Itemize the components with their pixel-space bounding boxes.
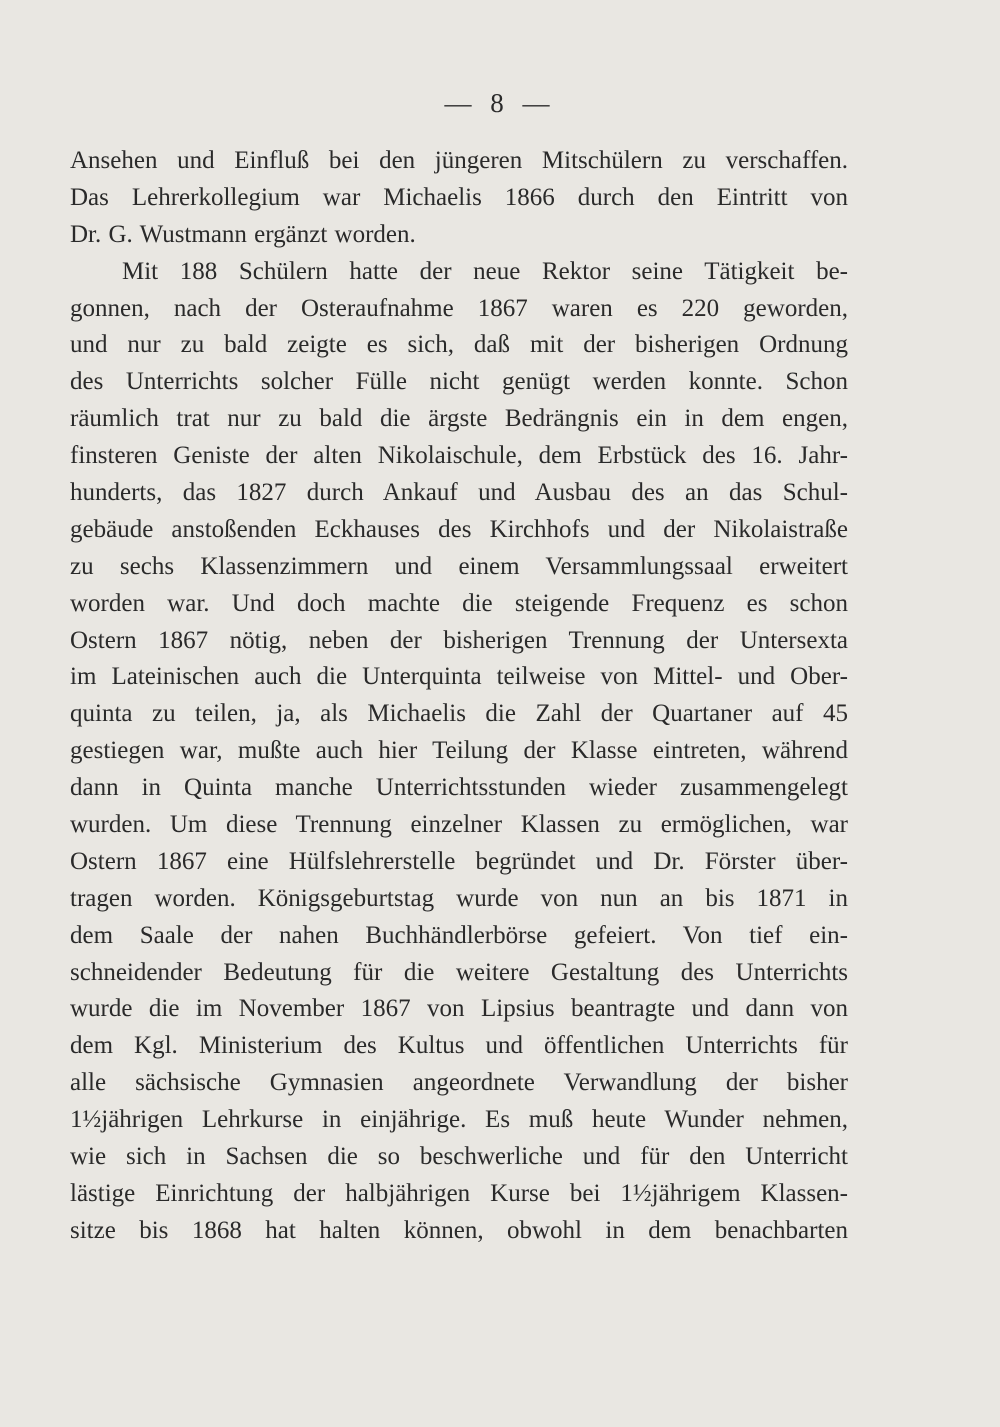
text-line: lästige Einrichtung der halbjährigen Kurse bei 1½jährigem Klassen- bbox=[70, 1179, 848, 1207]
text-line: dem Saale der nahen Buchhändlerbörse gefeiert. Von tief ein- bbox=[70, 921, 848, 949]
text-line: worden war. Und doch machte die steigende Frequenz es schon bbox=[70, 589, 848, 617]
text-line: wurden. Um diese Trennung einzelner Klassen zu ermöglichen, war bbox=[70, 811, 848, 839]
text-line: wurde die im November 1867 von Lipsius beantragte und dann von bbox=[70, 995, 848, 1023]
text-line: räumlich trat nur zu bald die ärgste Bedrängnis ein in dem engen, bbox=[70, 405, 848, 433]
text-line: Mit 188 Schülern hatte der neue Rektor seine Tätigkeit be- bbox=[122, 257, 848, 285]
page-number: — 8 — bbox=[444, 88, 556, 118]
text-line: im Lateinischen auch die Unterquinta teilweise von Mittel- und Ober- bbox=[70, 663, 848, 691]
text-line: und nur zu bald zeigte es sich, daß mit der bisherigen Ordnung bbox=[70, 331, 848, 359]
text-line: sitze bis 1868 hat halten können, obwohl in dem benachbarten bbox=[70, 1216, 848, 1244]
text-line: dem Kgl. Ministerium des Kultus und öffentlichen Unterrichts für bbox=[70, 1032, 848, 1060]
text-line: Dr. G. Wustmann ergänzt worden. bbox=[70, 220, 416, 248]
text-line: 1½jährigen Lehrkurse in einjährige. Es muß heute Wunder nehmen, bbox=[70, 1106, 848, 1134]
text-line: dann in Quinta manche Unterrichtsstunden wieder zusammengelegt bbox=[70, 774, 848, 802]
body-text bbox=[70, 143, 848, 1250]
text-line: Ansehen und Einfluß bei den jüngeren Mitschülern zu verschaffen. bbox=[70, 147, 848, 174]
text-line: Ostern 1867 eine Hülfslehrerstelle begründet und Dr. Förster über- bbox=[70, 847, 848, 875]
text-line: zu sechs Klassenzimmern und einem Versammlungssaal erweitert bbox=[70, 552, 848, 580]
text-line: Ostern 1867 nötig, neben der bisherigen Trennung der Untersexta bbox=[70, 626, 848, 654]
text-line: schneidender Bedeutung für die weitere Gestaltung des Unterrichts bbox=[70, 958, 848, 986]
text-line: des Unterrichts solcher Fülle nicht genügt werden konnte. Schon bbox=[70, 368, 848, 396]
text-line: gestiegen war, mußte auch hier Teilung der Klasse eintreten, während bbox=[70, 737, 848, 765]
text-line: quinta zu teilen, ja, als Michaelis die Zahl der Quartaner auf 45 bbox=[70, 700, 848, 728]
text-line: Das Lehrerkollegium war Michaelis 1866 durch den Eintritt von bbox=[70, 183, 848, 211]
text-line: gonnen, nach der Osteraufnahme 1867 waren es 220 geworden, bbox=[70, 294, 848, 322]
text-line: hunderts, das 1827 durch Ankauf und Ausbau des an das Schul- bbox=[70, 479, 848, 507]
text-line: wie sich in Sachsen die so beschwerliche und für den Unterricht bbox=[70, 1143, 848, 1171]
text-line: gebäude anstoßenden Eckhauses des Kirchhofs und der Nikolaistraße bbox=[70, 515, 848, 543]
text-line: finsteren Geniste der alten Nikolaischule, dem Erbstück des 16. Jahr- bbox=[70, 442, 848, 470]
text-line: tragen worden. Königsgeburtstag wurde von nun an bis 1871 in bbox=[70, 884, 848, 912]
text-line: alle sächsische Gymnasien angeordnete Verwandlung der bisher bbox=[70, 1069, 848, 1097]
